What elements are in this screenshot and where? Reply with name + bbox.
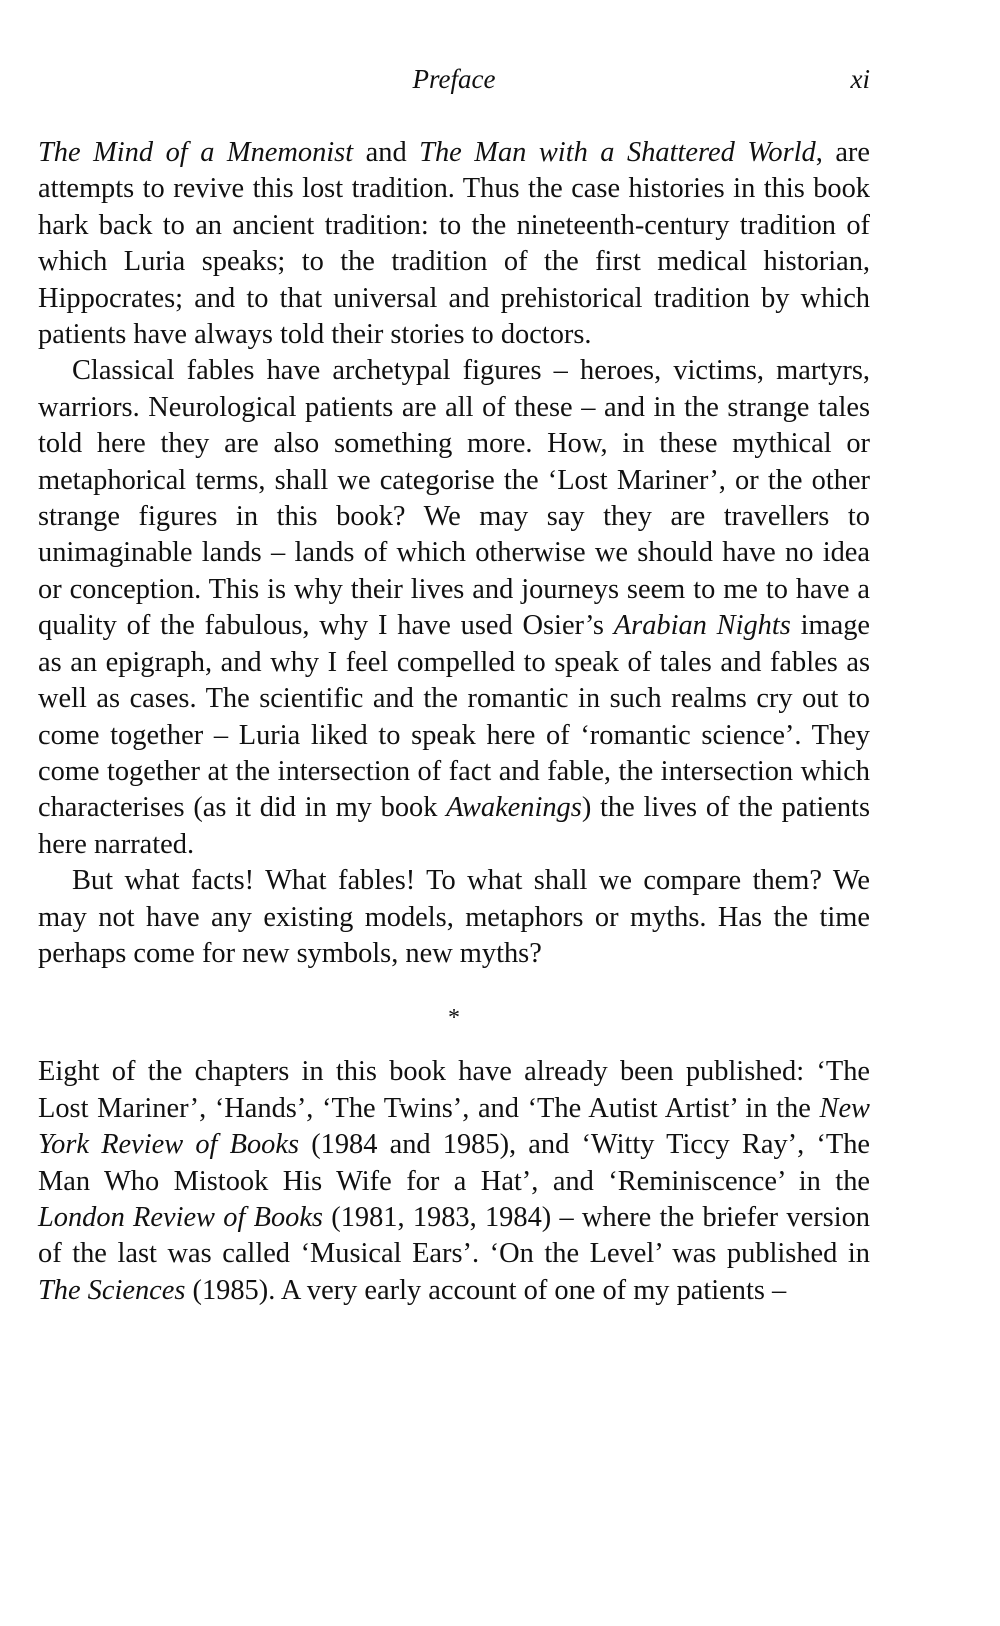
text-run: ) the lives of the patients here narrated.	[38, 792, 870, 860]
section-separator: *	[448, 1005, 460, 1032]
text-run: image as an epigraph, and why I feel compelled to speak of tales and fables as well as cases. The scientific and the romantic in such realms cry out to come together – Luria liked to speak here of ‘romantic science’. They come together at the intersection of fact and fable, the intersection which characterises (as it did in my book	[38, 610, 871, 824]
text-run: , are attempts to revive this lost tradition. Thus the case histories in this book hark back to an ancient tradition: to the nineteenth-century tradition of which Luria speaks; to the tradition of the first medical historian, Hippocrates; and to that universal and prehistorical tradition by which patients have always told their stories to doctors.	[38, 137, 870, 351]
text-run: (1984 and 1985), and ‘Witty Ticcy Ray’, ‘The Man Who Mistook His Wife for a Hat’, and ‘Reminiscence’ in the	[38, 1129, 870, 1197]
page-number: xi	[850, 64, 870, 94]
italic-title: The Sciences	[38, 1274, 186, 1306]
italic-title: The Mind of a Mnemonist	[38, 137, 354, 168]
italic-title: The Man with a Shattered World	[419, 137, 816, 168]
paragraph	[38, 1054, 870, 1309]
text-run: (1981, 1983, 1984) – where the briefer version of the last was called ‘Musical Ears’. ‘On the Level’ was published in	[38, 1201, 870, 1270]
body-text	[38, 135, 870, 1309]
italic-title: Awakenings	[446, 792, 582, 824]
text-run: But what facts! What fables! To what shall we compare them? We may not have any existing models, metaphors or myths. Has the time perhaps come for new symbols, new myths?	[38, 865, 870, 969]
text-run: (1985). A very early account of one of my patients –	[185, 1274, 787, 1306]
italic-title: London Review of Books	[38, 1201, 323, 1233]
paragraph	[38, 863, 870, 972]
text-run: Eight of the chapters in this book have already been published: ‘The Lost Mariner’, ‘Hands’, ‘The Twins’, and ‘The Autist Artist’ in the	[38, 1056, 870, 1124]
running-title: Preface	[412, 64, 496, 94]
text-run: Classical fables have archetypal figures – heroes, victims, martyrs, warriors. Neurological patients are all of these – and in the strange tales told here they are also something more. How, in these mythical or metaphorical terms, shall we categorise the ‘Lost Mariner’, or the other strange figures in this book? We may say they are travellers to unimaginable lands – lands of which otherwise we should have no idea or conception. This is why their lives and journeys seem to me to have a quality of the fabulous, why I have used Osier’s	[38, 355, 870, 642]
italic-title: New York Review of Books	[38, 1092, 870, 1161]
paragraph	[38, 135, 870, 353]
text-run: and	[353, 137, 420, 168]
italic-title: Arabian Nights	[613, 610, 791, 642]
page-header	[38, 64, 870, 104]
paragraph	[38, 353, 870, 863]
